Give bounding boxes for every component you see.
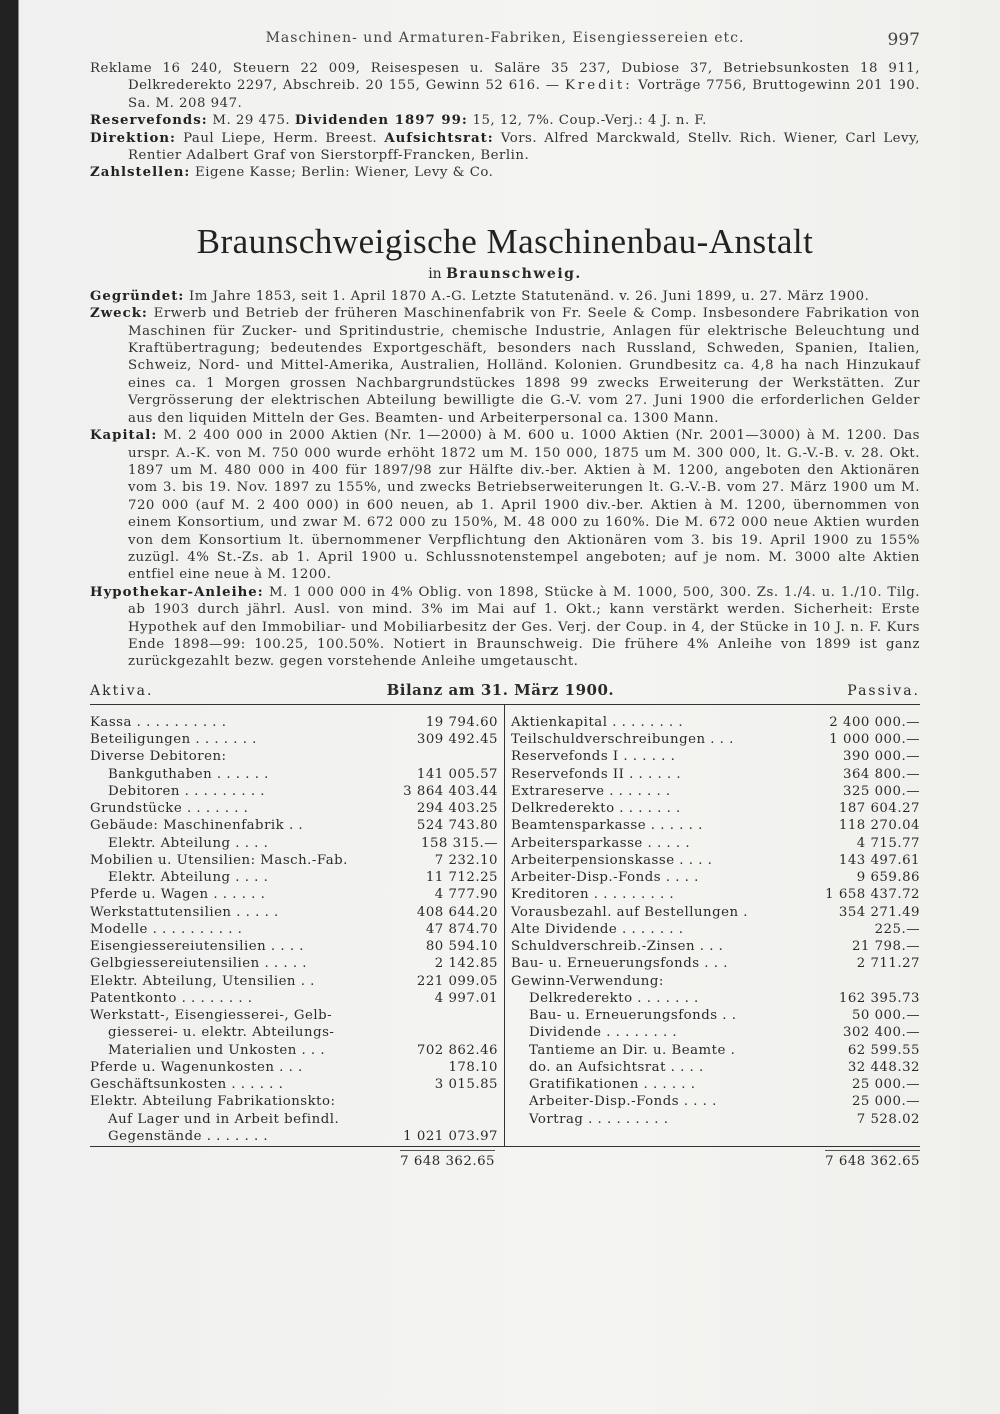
- balance-sheet-header: [90, 681, 920, 705]
- table-row: [511, 749, 920, 766]
- row-label: Gratifikationen . . . . . .: [529, 1077, 696, 1093]
- row-amount: 3 015.85: [434, 1077, 498, 1093]
- table-row: [511, 887, 920, 904]
- table-row: [90, 818, 498, 835]
- row-label: Dividende . . . . . . . .: [529, 1025, 678, 1041]
- zweck-text: Erwerb und Betrieb der früheren Maschinenfabrik von Fr. Seele & Comp. Insbesondere Fabrikation von Maschinen für Zucker- und Spritindustrie, chemische Industrie, Anlagen für elektrische Beleuchtung und Kraftübertragung; bedeutendes Exportgeschäft, besonders nach Russland, Schweden, Spanien, Italien, Schweiz, Nord- und Mittel-Amerika, Australien, Holländ. Kolonien. Grundbesitz ca. 4,8 ha nach Hinzukauf eines ca. 1 Morgen grossen Nachbargrundstückes 1898 99 zwecks Erweiterung der Werkstätten. Zur Vergrösserung der elektrischen Abteilung bewilligte die G.-V. vom 27. Juni 1900 die erforderlichen Gelder aus den liquiden Mitteln der Ges. Beamten- und Arbeiterpersonal ca. 1300 Mann.: [128, 306, 920, 426]
- table-row: [90, 1043, 498, 1060]
- row-label: Gewinn-Verwendung:: [511, 973, 664, 989]
- table-row: [90, 1025, 498, 1042]
- kapital-text: M. 2 400 000 in 2000 Aktien (Nr. 1—2000) à M. 600 u. 1000 Aktien (Nr. 2001—3000) à M. 1200. Das urspr. A.-K. von M. 750 000 wurde erhöht 1872 um M. 150 000, 1875 um M. 300 000, lt. G.-V.-B. v. 28. Okt. 1897 um M. 480 000 in 400 für 1897/98 zur Hälfte div.-ber. Aktien à M. 1200, angeboten den Aktionären vom 3. bis 19. Nov. 1897 zu 155%, und zwecks Betriebserweiterungen lt. G.-V.-B. vom 27. März 1900 um M. 720 000 (auf M. 2 400 000) in 600 neuen, ab 1. April 1900 div.-ber. Aktien à M. 1200, übernommen von einem Konsortium, und zwar M. 672 000 zu 150%, M. 48 000 zu 160%. Die M. 672 000 neue Aktien wurden von dem Konsortium lt. übernommener Verpflichtung den Aktionären vom 3. bis 19. April 1900 zu 155% zuzügl. 4% St.-Zs. ab 1. April 1900 u. Schlussnotenstempel angeboten; auf je nom. M. 3000 alte Aktien entfiel eine neue à M. 1200.: [128, 428, 920, 583]
- row-amount: 294 403.25: [416, 801, 498, 817]
- row-amount: 3 864 403.44: [403, 783, 498, 799]
- table-row: [90, 853, 498, 870]
- reservefonds-text: M. 29 475.: [207, 113, 295, 129]
- row-label: Reservefonds II . . . . . .: [511, 766, 682, 782]
- row-amount: 309 492.45: [416, 732, 498, 748]
- zahlstellen-label: Zahlstellen:: [90, 165, 191, 181]
- prev-company-reservefonds: [90, 112, 920, 129]
- row-label: Kreditoren . . . . . . . . .: [511, 887, 675, 903]
- dividenden-label: Dividenden 1897 99:: [294, 113, 468, 129]
- table-row: [90, 870, 498, 887]
- zahlstellen-text: Eigene Kasse; Berlin: Wiener, Levy & Co.: [190, 165, 494, 181]
- table-row: [511, 905, 920, 922]
- row-label: Patentkonto . . . . . . . .: [90, 990, 253, 1006]
- table-row: [90, 836, 498, 853]
- row-amount: 4 715.77: [856, 835, 920, 851]
- table-row: [511, 818, 920, 835]
- row-amount: 62 599.55: [847, 1042, 920, 1058]
- table-row: [511, 767, 920, 784]
- dividenden-text: 15, 12, 7%. Coup.-Verj.: 4 J. n. F.: [467, 113, 707, 129]
- row-amount: 524 743.80: [416, 818, 498, 834]
- row-amount: 225.—: [874, 921, 920, 937]
- row-label: Vorausbezahl. auf Bestellungen .: [511, 904, 748, 920]
- row-label: Reservefonds I . . . . . .: [511, 749, 676, 765]
- table-row: [90, 749, 498, 766]
- prev-company-zahlstellen: [90, 164, 920, 181]
- row-amount: 354 271.49: [838, 904, 920, 920]
- row-amount: 1 000 000.—: [829, 732, 920, 748]
- company-title: Braunschweigische Maschinenbau-Anstalt: [196, 221, 814, 261]
- total-aktiva: 7 648 362.65: [400, 1150, 495, 1169]
- row-label: Eisengiessereiutensilien . . . .: [90, 939, 305, 955]
- row-label: Bau- u. Erneuerungsfonds . .: [529, 1008, 737, 1024]
- row-label: Arbeitersparkasse . . . . .: [511, 835, 691, 851]
- row-label: Diverse Debitoren:: [90, 749, 227, 765]
- row-label: Beteiligungen . . . . . . .: [90, 732, 257, 748]
- row-amount: 50 000.—: [851, 1008, 920, 1024]
- row-label: Beamtensparkasse . . . . . .: [511, 818, 703, 834]
- anleihe-label: Hypothekar-Anleihe:: [90, 584, 264, 600]
- table-row: [90, 1094, 498, 1111]
- row-amount: 25 000.—: [851, 1094, 920, 1110]
- table-row: [90, 801, 498, 818]
- row-amount: 118 270.04: [838, 818, 920, 834]
- table-row: [90, 1129, 498, 1146]
- row-amount: 11 712.25: [425, 870, 498, 886]
- row-amount: 702 862.46: [416, 1042, 498, 1058]
- table-row: [511, 836, 920, 853]
- direktion-label: Direktion:: [90, 130, 176, 146]
- row-amount: 7 528.02: [856, 1111, 920, 1127]
- passiva-label: Passiva.: [847, 682, 920, 699]
- row-amount: 325 000.—: [842, 783, 920, 799]
- table-row: [511, 1008, 920, 1025]
- table-row: [90, 887, 498, 904]
- row-amount: 4 997.01: [434, 990, 498, 1006]
- table-row: [511, 1060, 920, 1077]
- row-amount: 141 005.57: [416, 766, 498, 782]
- kredit-label: Kredit:: [564, 78, 633, 94]
- table-row: [511, 853, 920, 870]
- row-label: do. an Aufsichtsrat . . . .: [529, 1059, 704, 1075]
- row-label: Modelle . . . . . . . . . .: [90, 921, 243, 937]
- row-label: Delkrederekto . . . . . . .: [511, 801, 681, 817]
- table-row: [90, 991, 498, 1008]
- row-label: Werkstattutensilien . . . . .: [90, 904, 279, 920]
- row-label: Elektr. Abteilung . . . .: [108, 835, 269, 851]
- table-row: [511, 784, 920, 801]
- running-title: Maschinen- und Armaturen-Fabriken, Eisengiessereien etc.: [265, 30, 745, 46]
- row-label: Werkstatt-, Eisengiesserei-, Gelb-: [90, 1008, 333, 1024]
- table-row: [511, 974, 920, 991]
- row-amount: 1 021 073.97: [403, 1128, 498, 1144]
- row-amount: 21 798.—: [851, 939, 920, 955]
- row-amount: 7 232.10: [434, 852, 498, 868]
- row-label: Bankguthaben . . . . . .: [108, 766, 269, 782]
- prev-company-expenses: [90, 60, 920, 112]
- table-row: [90, 922, 498, 939]
- row-label: Pferde u. Wagen . . . . . .: [90, 887, 266, 903]
- aufsichtsrat-text: Vors. Alfred Marckwald, Stellv. Rich. Wiener, Carl Levy, Rentier Adalbert Graf von Sierstorpff-Francken, Berlin.: [128, 130, 920, 164]
- table-row: [511, 1077, 920, 1094]
- table-row: [90, 956, 498, 973]
- prev-kredit-text: Vorträge 7756, Bruttogewinn 201 190. Sa. M. 208 947.: [128, 78, 920, 111]
- row-amount: 19 794.60: [425, 714, 498, 730]
- row-amount: 408 644.20: [416, 904, 498, 920]
- location-city: Braunschweig.: [446, 265, 582, 282]
- aktiva-column: [90, 705, 505, 1146]
- row-label: Arbeiter-Disp.-Fonds . . . .: [529, 1094, 717, 1110]
- row-label: Extrareserve . . . . . . .: [511, 783, 671, 799]
- row-amount: 80 594.10: [425, 939, 498, 955]
- row-amount: 47 874.70: [425, 921, 498, 937]
- row-label: Tantieme an Dir. u. Beamte .: [529, 1042, 736, 1058]
- row-amount: 390 000.—: [842, 749, 920, 765]
- table-row: [90, 1060, 498, 1077]
- row-label: Bau- u. Erneuerungsfonds . . .: [511, 956, 728, 972]
- row-label: Aktienkapital . . . . . . . .: [511, 714, 684, 730]
- row-amount: 178.10: [448, 1059, 498, 1075]
- row-amount: 143 497.61: [838, 852, 920, 868]
- table-row: [90, 732, 498, 749]
- table-row: [90, 1077, 498, 1094]
- table-row: [511, 1112, 920, 1129]
- table-row: [90, 784, 498, 801]
- row-label: giesserei- u. elektr. Abteilungs-: [108, 1025, 335, 1041]
- row-label: Materialien und Unkosten . . .: [108, 1042, 326, 1058]
- row-label: Arbeiterpensionskasse . . . .: [511, 852, 713, 868]
- table-row: [511, 1094, 920, 1111]
- location-prefix: in: [428, 265, 447, 282]
- row-amount: 1 658 437.72: [825, 887, 920, 903]
- table-row: [90, 974, 498, 991]
- kapital-paragraph: [90, 427, 920, 584]
- row-label: Gelbgiessereiutensilien . . . . .: [90, 956, 308, 972]
- row-label: Teilschuldverschreibungen . . .: [511, 732, 734, 748]
- row-label: Gegenstände . . . . . . .: [108, 1128, 269, 1144]
- row-amount: 2 711.27: [856, 956, 920, 972]
- row-amount: 162 395.73: [838, 990, 920, 1006]
- row-label: Elektr. Abteilung Fabrikationskto:: [90, 1094, 336, 1110]
- row-amount: 32 448.32: [847, 1059, 920, 1075]
- row-amount: 158 315.—: [420, 835, 498, 851]
- prev-expenses-text: Reklame 16 240, Steuern 22 009, Reisespesen u. Saläre 35 237, Dubiose 37, Betriebsunkosten 18 911, Delkrederekto 2297, Abschreib. 20 155, Gewinn 52 616. —: [90, 61, 920, 94]
- row-label: Debitoren . . . . . . . . .: [108, 783, 266, 799]
- balance-sheet-title: Bilanz am 31. März 1900.: [386, 680, 615, 699]
- table-row: [511, 1043, 920, 1060]
- row-label: Delkrederekto . . . . . . .: [529, 990, 699, 1006]
- balance-sheet-table: [90, 705, 920, 1147]
- row-label: Kassa . . . . . . . . . .: [90, 714, 227, 730]
- row-amount: 2 400 000.—: [829, 714, 920, 730]
- aufsichtsrat-label: Aufsichtsrat:: [384, 130, 494, 146]
- anleihe-paragraph: [90, 584, 920, 671]
- zweck-paragraph: [90, 305, 920, 427]
- row-amount: 9 659.86: [856, 870, 920, 886]
- table-row: [90, 905, 498, 922]
- row-label: Vortrag . . . . . . . . .: [529, 1111, 669, 1127]
- row-amount: 187 604.27: [838, 801, 920, 817]
- table-row: [511, 870, 920, 887]
- aktiva-label: Aktiva.: [90, 682, 154, 699]
- row-label: Geschäftsunkosten . . . . . .: [90, 1077, 284, 1093]
- row-label: Schuldverschreib.-Zinsen . . .: [511, 939, 724, 955]
- row-amount: 25 000.—: [851, 1077, 920, 1093]
- table-row: [511, 801, 920, 818]
- table-row: [90, 1008, 498, 1025]
- page-number: 997: [887, 30, 920, 50]
- direktion-text: Paul Liepe, Herm. Breest.: [175, 130, 385, 146]
- balance-totals: [90, 1150, 920, 1169]
- gegruendet-text: Im Jahre 1853, seit 1. April 1870 A.-G. Letzte Statutenänd. v. 26. Juni 1899, u. 27. März 1900.: [184, 288, 870, 304]
- row-amount: 302 400.—: [842, 1025, 920, 1041]
- prev-company-direktion: [90, 130, 920, 165]
- row-label: Gebäude: Maschinenfabrik . .: [90, 818, 304, 834]
- table-row: [90, 767, 498, 784]
- row-label: Arbeiter-Disp.-Fonds . . . .: [511, 870, 699, 886]
- reservefonds-label: Reservefonds:: [90, 113, 208, 129]
- running-head: [90, 30, 920, 52]
- row-amount: 364 800.—: [842, 766, 920, 782]
- passiva-column: [505, 705, 920, 1146]
- row-label: Pferde u. Wagenunkosten . . .: [90, 1059, 303, 1075]
- row-label: Elektr. Abteilung . . . .: [108, 870, 269, 886]
- row-label: Elektr. Abteilung, Utensilien . .: [90, 973, 315, 989]
- table-row: [511, 939, 920, 956]
- anleihe-text: M. 1 000 000 in 4% Oblig. von 1898, Stücke à M. 1000, 500, 300. Zs. 1./4. u. 1./10. Tilg. ab 1903 durch jährl. Ausl. von mind. 3% im Mai auf 1. Okt.; kann verstärkt werden. Sicherheit: Erste Hypothek auf den Immobiliar- und Mobiliarbesitz der Ges. Verj. der Coup. in 4, der Stücke in 10 J. n. F. Kurs Ende 1898—99: 100.25, 100.50%. Notiert in Braunschweig. Die frühere 4% Anleihe von 1899 ist ganz zurückgezahlt bezw. gegen vorstehende Anleihe umgetauscht.: [128, 584, 920, 670]
- table-row: [90, 715, 498, 732]
- kapital-label: Kapital:: [90, 428, 158, 444]
- zweck-label: Zweck:: [90, 306, 148, 322]
- table-row: [90, 939, 498, 956]
- table-row: [511, 715, 920, 732]
- row-label: Grundstücke . . . . . . .: [90, 801, 249, 817]
- gegruendet-paragraph: [90, 288, 920, 305]
- row-label: Alte Dividende . . . . . . .: [511, 921, 684, 937]
- table-row: [511, 1025, 920, 1042]
- row-amount: 4 777.90: [434, 887, 498, 903]
- table-row: [511, 922, 920, 939]
- row-amount: 221 099.05: [416, 973, 498, 989]
- row-label: Auf Lager und in Arbeit befindl.: [108, 1111, 340, 1127]
- company-location: [90, 266, 920, 282]
- total-passiva: 7 648 362.65: [825, 1150, 920, 1169]
- row-amount: 2 142.85: [434, 956, 498, 972]
- table-row: [511, 991, 920, 1008]
- row-label: Mobilien u. Utensilien: Masch.-Fab.: [90, 852, 348, 868]
- table-row: [511, 732, 920, 749]
- page-content: [90, 30, 920, 1169]
- table-row: [511, 956, 920, 973]
- table-row: [90, 1112, 498, 1129]
- gegruendet-label: Gegründet:: [90, 288, 185, 304]
